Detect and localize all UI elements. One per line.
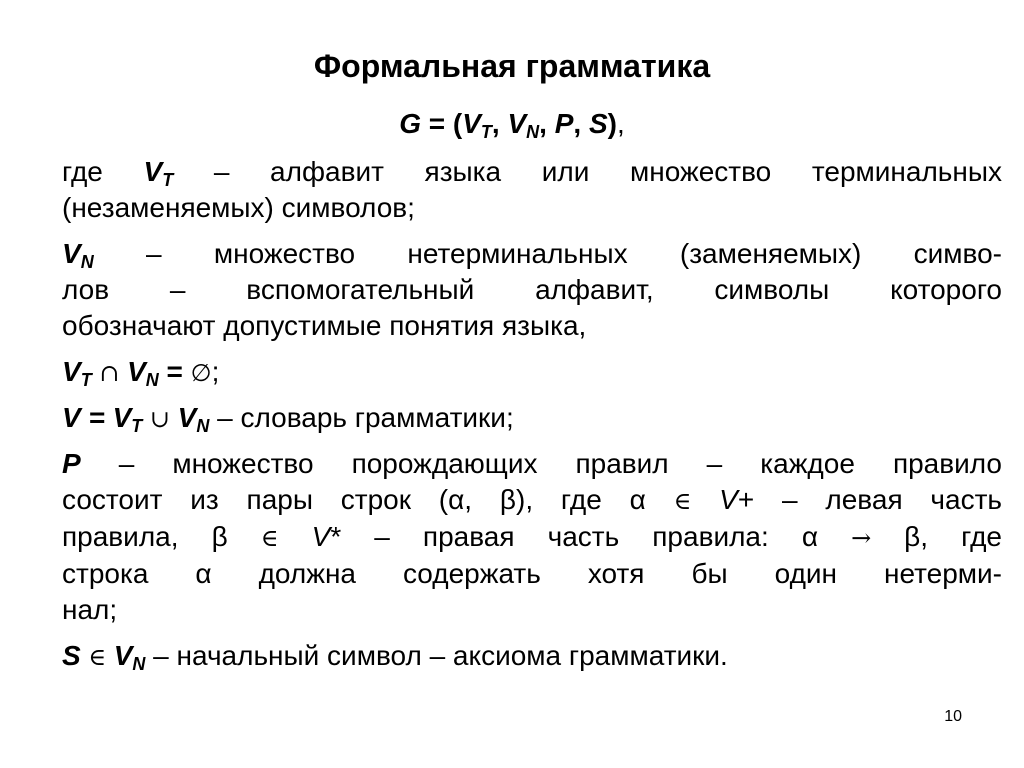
p-line-3-text-b: * – правая часть правила: α bbox=[330, 521, 852, 552]
vn-symbol-sub: N bbox=[80, 252, 94, 272]
vt-line-1 bbox=[62, 154, 1002, 190]
union-statement bbox=[62, 400, 964, 437]
intersection-vt-base: V bbox=[62, 356, 81, 387]
vt-symbol-base: V bbox=[143, 156, 163, 187]
union-vn-base: V bbox=[177, 402, 197, 433]
vn-line-1-text: – множество нетерминальных (заменяемых) симво- bbox=[93, 238, 1002, 269]
formula-tail: , bbox=[617, 108, 625, 139]
p-line-2-text-b: + – левая часть bbox=[737, 484, 1002, 515]
vt-line-1-text: – алфавит языка или множество терминальных bbox=[173, 156, 1002, 187]
intersection-vn bbox=[127, 356, 159, 390]
formula-p: P bbox=[554, 108, 574, 139]
intersection-end: ; bbox=[211, 356, 220, 387]
arrow-symbol: → bbox=[851, 524, 905, 552]
intersection-statement bbox=[62, 354, 964, 391]
p-line-2-text-a: состоит из пары строк (α, β), где α bbox=[62, 484, 674, 515]
slide-title: Формальная грамматика bbox=[313, 48, 711, 84]
vn-line-2: лов – вспомогательный алфавит, символы которого bbox=[62, 274, 1002, 305]
union-vn-sub: N bbox=[196, 416, 210, 436]
formula-eq-open: = ( bbox=[421, 108, 463, 139]
union-vt-sub: T bbox=[131, 416, 143, 436]
page-number: 10 bbox=[944, 708, 962, 725]
vn-line-3: обозначают допустимые понятия языка, bbox=[62, 310, 587, 341]
vn-line-1 bbox=[62, 236, 1002, 272]
p-line-1-text: – множество порождающих правил – каждое правило bbox=[80, 448, 1002, 479]
intersection-vt bbox=[62, 356, 92, 390]
vt-line-2: (незаменяемых) символов; bbox=[62, 192, 415, 223]
vt-definition bbox=[62, 154, 1002, 226]
p-line-2 bbox=[62, 482, 1002, 519]
p-symbol: P bbox=[62, 448, 81, 479]
empty-set-symbol: ∅ bbox=[190, 359, 212, 387]
s-definition bbox=[62, 638, 964, 675]
grammar-formula bbox=[0, 106, 1024, 142]
formula-comma-3: , bbox=[573, 108, 589, 139]
intersection-op: ∩ bbox=[91, 359, 128, 387]
union-lhs: V = bbox=[62, 402, 113, 433]
vn-symbol bbox=[62, 238, 94, 272]
union-vn bbox=[177, 402, 210, 436]
union-rest: – словарь грамматики; bbox=[209, 402, 514, 433]
p-line-3 bbox=[62, 519, 1002, 556]
p-line-2-v: V bbox=[691, 484, 738, 515]
formula-vt-base: V bbox=[462, 108, 481, 139]
union-op: ∪ bbox=[142, 405, 178, 433]
union-vt bbox=[112, 402, 143, 436]
formula-s: S bbox=[588, 108, 608, 139]
vt-lead: где bbox=[62, 156, 144, 187]
element-of-symbol-1: ∈ bbox=[673, 487, 692, 515]
vt-symbol bbox=[143, 156, 174, 190]
formula-vn bbox=[507, 108, 540, 142]
p-definition bbox=[62, 446, 1002, 628]
intersection-vn-sub: N bbox=[145, 370, 159, 390]
p-line-4: строка α должна содержать хотя бы один нетерми- bbox=[62, 558, 1002, 589]
p-line-3-text-a: правила, β bbox=[62, 521, 261, 552]
formula-comma-1: , bbox=[491, 108, 508, 139]
s-vn bbox=[113, 640, 146, 674]
element-of-symbol-2: ∈ bbox=[260, 524, 279, 552]
s-vn-sub: N bbox=[132, 654, 146, 674]
vn-definition bbox=[62, 236, 1002, 344]
formula-g: G bbox=[399, 108, 421, 139]
p-line-5: нал; bbox=[62, 594, 118, 625]
intersection-vt-sub: T bbox=[80, 370, 92, 390]
s-vn-base: V bbox=[113, 640, 133, 671]
formula-close: ) bbox=[607, 108, 617, 139]
formula-vt bbox=[462, 108, 492, 142]
s-element-of-symbol: ∈ bbox=[80, 643, 114, 671]
formula-vt-sub: T bbox=[480, 122, 492, 142]
s-symbol: S bbox=[62, 640, 81, 671]
p-line-1 bbox=[62, 446, 1002, 482]
formula-vn-base: V bbox=[507, 108, 527, 139]
formula-comma-2: , bbox=[539, 108, 555, 139]
p-line-3-v: V bbox=[278, 521, 331, 552]
vt-symbol-sub: T bbox=[162, 170, 174, 190]
union-vt-base: V bbox=[112, 402, 132, 433]
vn-symbol-base: V bbox=[62, 238, 81, 269]
intersection-eq: = bbox=[158, 356, 191, 387]
s-rest: – начальный символ – аксиома грамматики. bbox=[145, 640, 728, 671]
intersection-vn-base: V bbox=[127, 356, 146, 387]
formula-vn-sub: N bbox=[526, 122, 540, 142]
p-line-3-text-c: β, где bbox=[904, 521, 1002, 552]
